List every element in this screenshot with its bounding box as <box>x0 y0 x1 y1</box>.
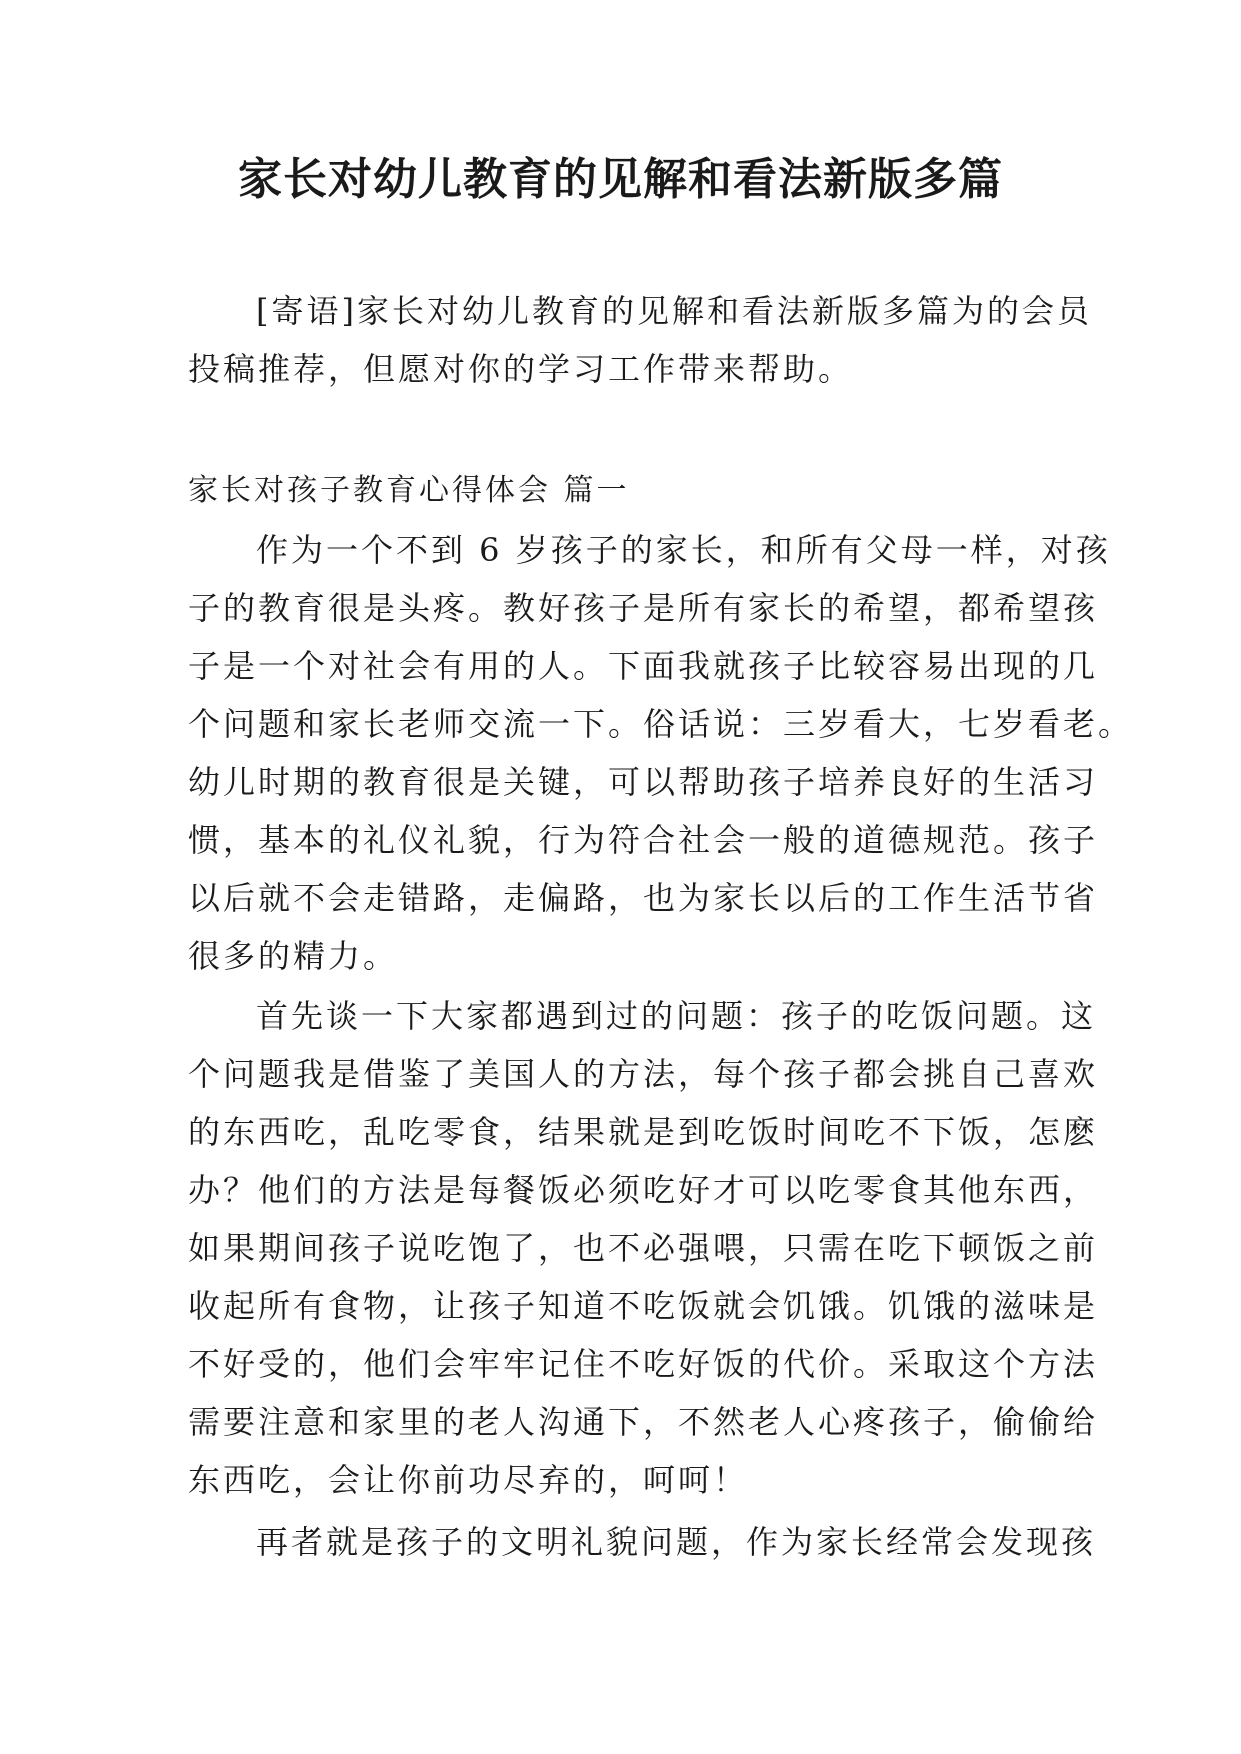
paragraph-line: 很多的精力。 <box>188 937 399 975</box>
foreword-paragraph <box>188 282 1092 398</box>
paragraph-line: 个问题我是借鉴了美国人的方法，每个孩子都会挑自己喜欢 <box>188 1055 1099 1093</box>
paragraph-line: 以后就不会走错路，走偏路，也为家长以后的工作生活节省 <box>188 879 1099 917</box>
paragraph-line: 不好受的，他们会牢牢记住不吃好饭的代价。采取这个方法 <box>188 1345 1099 1383</box>
paragraph-line: 作为一个不到 6 岁孩子的家长，和所有父母一样，对孩 <box>256 531 1111 569</box>
paragraph-line: 惯，基本的礼仪礼貌，行为符合社会一般的道德规范。孩子 <box>188 821 1099 859</box>
paragraph-2 <box>188 987 1099 1509</box>
paragraph-line: 个问题和家长老师交流一下。俗话说：三岁看大，七岁看老。 <box>188 705 1134 743</box>
section-heading: 家长对孩子教育心得体会 篇一 <box>188 473 630 508</box>
paragraph-line: 子的教育很是头疼。教好孩子是所有家长的希望，都希望孩 <box>188 589 1099 627</box>
foreword-line: 投稿推荐，但愿对你的学习工作带来帮助。 <box>188 350 854 388</box>
paragraph-line: 再者就是孩子的文明礼貌问题，作为家长经常会发现孩 <box>256 1523 1097 1561</box>
paragraph-line: 的东西吃，乱吃零食，结果就是到吃饭时间吃不下饭，怎麽 <box>188 1113 1099 1151</box>
paragraph-1 <box>188 521 1134 985</box>
paragraph-line: 东西吃，会让你前功尽弃的，呵呵！ <box>188 1461 749 1499</box>
paragraph-line: 如果期间孩子说吃饱了，也不必强喂，只需在吃下顿饭之前 <box>188 1229 1099 1267</box>
paragraph-line: 子是一个对社会有用的人。下面我就孩子比较容易出现的几 <box>188 647 1099 685</box>
paragraph-line: 需要注意和家里的老人沟通下，不然老人心疼孩子，偷偷给 <box>188 1403 1099 1441</box>
foreword-line: [寄语]家长对幼儿教育的见解和看法新版多篇为的会员 <box>256 292 1092 330</box>
paragraph-line: 收起所有食物，让孩子知道不吃饭就会饥饿。饥饿的滋味是 <box>188 1287 1099 1325</box>
paragraph-line: 幼儿时期的教育很是关键，可以帮助孩子培养良好的生活习 <box>188 763 1099 801</box>
document-title: 家长对幼儿教育的见解和看法新版多篇 <box>238 154 1003 205</box>
paragraph-line: 首先谈一下大家都遇到过的问题：孩子的吃饭问题。这 <box>256 997 1097 1035</box>
paragraph-3 <box>188 1513 1097 1571</box>
paragraph-line: 办？他们的方法是每餐饭必须吃好才可以吃零食其他东西， <box>188 1171 1099 1209</box>
